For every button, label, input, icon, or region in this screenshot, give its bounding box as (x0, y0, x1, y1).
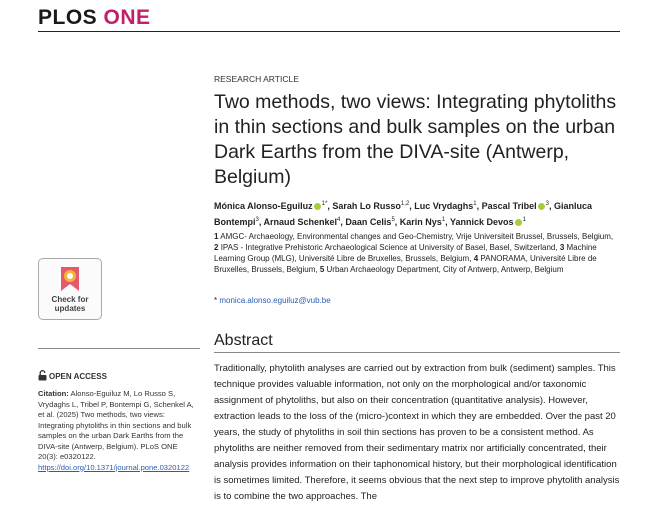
check-for-updates-button[interactable] (38, 258, 102, 320)
affiliation-number: 2 (214, 243, 219, 252)
author-item (482, 201, 549, 211)
sidebar-divider (38, 348, 200, 349)
affiliation-list (214, 231, 614, 275)
author-affiliation-sup: 3 (545, 201, 550, 207)
author-name: Karin Nys (399, 217, 442, 227)
author-affiliation-sup: 3 (255, 217, 259, 223)
affiliation-text: AMGC- Archaeology, Environmental changes and Geo-Chemistry, Vrije Universiteit Brussel, Brussels, Belgium, (220, 232, 614, 241)
author-item (345, 217, 394, 227)
author-name: Mónica Alonso-Eguiluz (214, 201, 313, 211)
open-lock-icon (38, 370, 47, 381)
logo-plos: PLOS (38, 6, 98, 29)
author-list: Mónica Alonso-Eguiluz $^{1*}$, Sarah Lo Russo$^{1,2}$, Luc Vrydaghs$^1$, Pascal Tribel $^3$, Gianluca Bontempi$^3$, Arnaud Schenkel$^4$, Daan Celis$^5$, Karin Nys$^1$, Yannick Devos $^1$ (214, 201, 593, 227)
logo-one: ONE (103, 6, 151, 29)
abstract-heading: Abstract (214, 332, 273, 349)
author-name: Gianluca Bontempi (214, 201, 593, 227)
author-item (414, 201, 476, 211)
author-item (400, 217, 445, 227)
orcid-icon[interactable] (314, 203, 321, 210)
author-item (214, 201, 327, 211)
citation-block (38, 389, 198, 473)
author-item (450, 217, 526, 227)
journal-logo[interactable] (38, 6, 151, 30)
orcid-icon[interactable] (538, 203, 545, 210)
author-affiliation-sup: 1* (321, 201, 328, 207)
affiliation-item (320, 265, 564, 274)
email-marker: * (214, 296, 218, 305)
author-name: Arnaud Schenkel (263, 217, 338, 227)
bookmark-ribbon-icon (58, 265, 82, 293)
header-divider (38, 31, 620, 32)
corresponding-email (214, 296, 331, 305)
affiliation-text: Machine Learning Group (MLG), Université Libre de Bruxelles, Brussels, Belgium, (214, 243, 597, 263)
affiliation-number: 4 (473, 254, 479, 263)
check-updates-label: Check for updates (51, 295, 89, 313)
author-name: Luc Vrydaghs (414, 201, 474, 211)
author-name: Pascal Tribel (481, 201, 537, 211)
affiliation-text: PANORAMA, Université Libre de Bruxelles, Brussels, Belgium, (214, 254, 597, 274)
affiliation-text: IPAS - Integrative Prehistoric Archaeological Science at University of Basel, Basel, Switzerland, (220, 243, 558, 252)
affiliation-item (214, 243, 558, 252)
affiliation-item (214, 232, 613, 241)
article-title: Two methods, two views: Integrating phytoliths in thin sections and bulk samples on the urban Dark Earths from the DIVA-site (Antwerp, Belgium) (214, 91, 617, 188)
author-affiliation-sup: 1 (473, 201, 477, 207)
affiliation-number: 1 (214, 232, 219, 241)
orcid-icon[interactable] (515, 219, 522, 226)
author-affiliation-sup: 1,2 (400, 201, 410, 207)
author-name: Yannick Devos (450, 217, 514, 227)
author-affiliation-sup: 1 (441, 217, 446, 223)
author-name: Daan Celis (345, 217, 392, 227)
author-item (264, 217, 341, 227)
author-affiliation-sup: 1 (522, 217, 526, 223)
author-item (332, 201, 409, 211)
author-affiliation-sup: 5 (391, 217, 395, 223)
citation-label: Citation: (38, 389, 69, 398)
affiliation-number: 3 (559, 243, 565, 252)
affiliation-text: Urban Archaeology Department, City of Antwerp, Antwerp, Belgium (326, 265, 564, 274)
affiliation-number: 5 (319, 265, 325, 274)
author-affiliation-sup: 4 (337, 217, 341, 223)
abstract-divider (214, 352, 620, 353)
doi-link[interactable]: https://doi.org/10.1371/journal.pone.0320122 (38, 462, 190, 472)
article-type: RESEARCH ARTICLE (214, 74, 299, 84)
email-link[interactable]: monica.alonso.eguiluz@vub.be (219, 296, 331, 305)
open-access-label: OPEN ACCESS (38, 370, 107, 381)
author-name: Sarah Lo Russo (332, 201, 401, 211)
citation-text: Alonso-Eguiluz M, Lo Russo S, Vrydaghs L, Tribel P, Bontempi G, Schenkel A, et al. (2025) Two methods, two views: Integrating phytoliths in thin sections and bulk samples on the urban Dark Earths from the DIVA-site (Antwerp, Belgium). PLoS ONE 20(3): e0320122. (38, 389, 194, 461)
abstract-text: Traditionally, phytolith analyses are carried out by extraction from bulk (sediment) samples. This technique provides valuable information, not only on the morphological and/or taxonomic assignment of phytoliths, but also on their concentration (quantitative analysis). However, extraction leads to the loss of the (micro-)context in which they are embedded. Over the past 20 years, the study of phytoliths in soil thin sections has proven to be a consistent method. As phytoliths are neither removed from their sedimentary matrix nor artificially concentrated, their analysis provides information on their taphonomical history, but their morphological identification is sometimes limited. Therefore, it seems obvious that the next step to improve phytolith analysis is to combine the two approaches. The (214, 363, 620, 502)
